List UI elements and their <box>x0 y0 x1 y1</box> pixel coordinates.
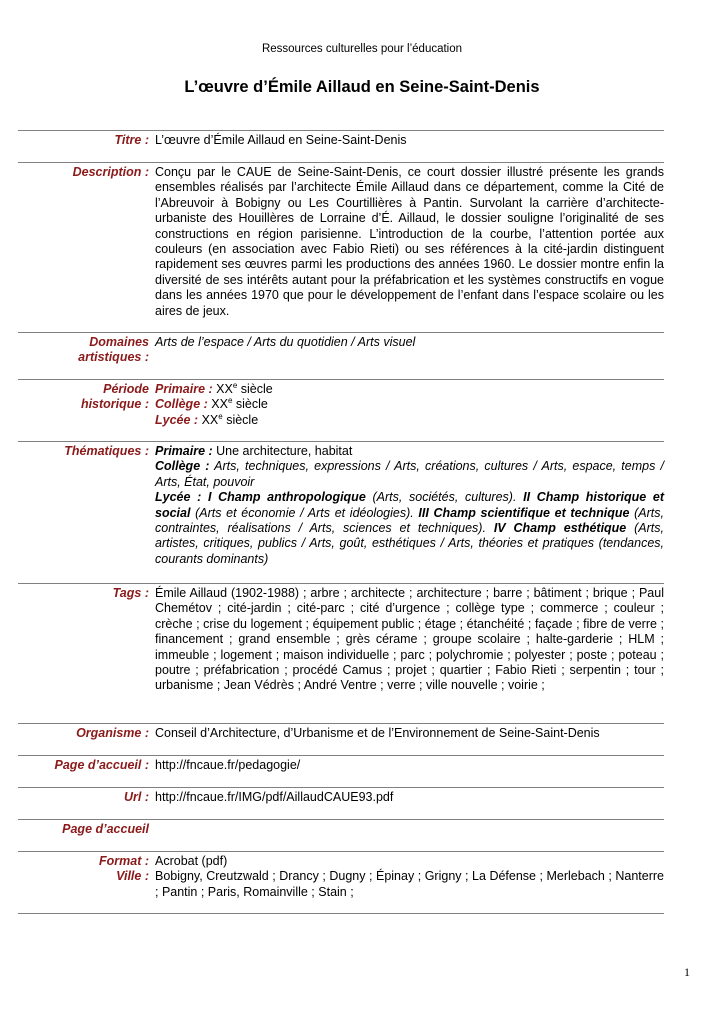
row-url <box>18 787 664 819</box>
periode-college-label: Collège : <box>155 397 208 412</box>
row-page-accueil <box>18 755 664 787</box>
periode-college-value: XX <box>211 397 228 412</box>
row-thematiques <box>18 441 664 583</box>
periode-label-line1: Période <box>103 382 149 396</box>
description-label: Description : <box>72 165 149 179</box>
thematiques-lycee <box>155 490 664 567</box>
row-format-ville <box>18 851 664 914</box>
tags-value: Émile Aillaud (1902-1988) ; arbre ; architecte ; architecture ; barre ; bâtiment ; brique ; Paul Chemétov ; cité-jardin ; cité-parc ; cité d’urgence ; collège type ; commerce ; couleur ; crèche ; crise du logement ; équipement public ; étage ; étanchéité ; façade ; fibre de verre ; financement ; grand ensemble ; grès cérame ; groupe scolaire ; halte-garderie ; HLM ; immeuble ; logement ; maison individuelle ; parc ; polychromie ; polyester ; poste ; poteau ; poutre ; préfabrication ; procédé Camus ; projet ; quartier ; Fabio Rieti ; serpentin ; tour ; urbanisme ; Jean Védrès ; André Ventre ; verre ; ville nouvelle ; voirie ; <box>155 586 664 693</box>
url-label: Url : <box>124 790 149 804</box>
page-accueil-2-label: Page d’accueil <box>62 822 149 836</box>
thematiques-lycee-3: (Arts, contraintes, réalisations / Arts, sciences et techniques). <box>155 505 664 536</box>
row-description <box>18 162 664 332</box>
page-header: Ressources culturelles pour l’éducation <box>261 43 463 55</box>
periode-label <box>18 382 155 441</box>
organisme-label: Organisme : <box>76 726 149 740</box>
thematiques-lycee-2-label: II Champ historique et social <box>155 490 665 520</box>
row-periode <box>18 379 664 441</box>
ville-value: Bobigny, Creutzwald ; Drancy ; Dugny ; Épinay ; Grigny ; La Défense ; Merlebach ; Nanterre ; Pantin ; Paris, Romainville ; Stain ; <box>155 869 664 899</box>
periode-college-rest: siècle <box>232 397 268 412</box>
periode-college <box>155 397 664 412</box>
thematiques-college-label: Collège : <box>155 459 210 474</box>
row-page-accueil-2 <box>18 819 664 851</box>
thematiques-lycee-4-label: IV Champ esthétique <box>493 521 627 536</box>
periode-primaire-label: Primaire : <box>155 382 213 396</box>
row-domaines <box>18 332 664 379</box>
page-accueil-value: http://fncaue.fr/pedagogie/ <box>155 758 301 772</box>
domaines-label-line1: Domaines <box>89 335 149 349</box>
thematiques-primaire <box>155 444 664 459</box>
thematiques-lycee-label: Lycée : I Champ anthropologique <box>155 490 366 505</box>
periode-lycee-label: Lycée : <box>155 412 199 427</box>
domaines-value: Arts de l’espace / Arts du quotidien / Arts visuel <box>155 335 416 349</box>
thematiques-college <box>155 459 664 490</box>
tags-label: Tags : <box>112 586 149 600</box>
periode-lycee-value: XX <box>201 412 219 427</box>
ville-line <box>18 869 664 900</box>
titre-value: L’œuvre d’Émile Aillaud en Seine-Saint-Denis <box>155 133 407 147</box>
thematiques-value <box>155 444 664 583</box>
thematiques-lycee-1: (Arts, sociétés, cultures). <box>365 490 524 505</box>
page-accueil-label: Page d’accueil : <box>54 758 149 772</box>
page-accueil-2-value <box>155 822 664 851</box>
thematiques-college-value: Arts, techniques, expressions / Arts, créations, cultures / Arts, espace, temps / Arts, État, pouvoir <box>155 459 664 489</box>
url-value: http://fncaue.fr/IMG/pdf/AillaudCAUE93.pdf <box>155 790 394 804</box>
metadata-table <box>18 130 664 914</box>
format-line <box>18 854 664 869</box>
row-tags <box>18 583 664 723</box>
organisme-value: Conseil d’Architecture, d’Urbanisme et de l’Environnement de Seine-Saint-Denis <box>155 726 600 740</box>
periode-primaire-value: XX <box>216 382 233 396</box>
periode-value <box>155 382 664 441</box>
periode-lycee-rest: siècle <box>222 412 259 427</box>
periode-primaire <box>155 382 664 397</box>
periode-primaire-sup: e <box>232 380 238 390</box>
thematiques-lycee-4: (Arts, artistes, critiques, publics / Arts, goût, esthétiques / Arts, théories et pratiques (tendances, courants dominants) <box>155 521 664 566</box>
domaines-label <box>18 335 155 379</box>
page-number: 1 <box>684 965 690 979</box>
periode-primaire-rest: siècle <box>237 382 273 396</box>
periode-label-line2: historique : <box>80 397 149 412</box>
domaines-label-line2: artistiques : <box>78 350 149 365</box>
description-value: Conçu par le CAUE de Seine-Saint-Denis, ce court dossier illustré présente les grands ensembles réalisés par l’architecte Émile Aillaud dans ce département, comme la Cité de l’Abreuvoir à Bobigny ou Les Courtillières à Pantin. Survolant la carrière d’architecte-urbaniste des Houillères de Lorraine d’É. Aillaud, le dossier souligne l’originalité de ses constructions en région parisienne. L’introduction de la courbe, l’attention portée aux couleurs (en association avec Fabio Rieti) ou ses références à la cité-jardin distinguent rapidement ses œuvres parmi les productions des années 1960. Le dossier montre enfin la diversité de ses intérêts autant pour la préfabrication et les systèmes constructifs en vogue dans les années 1970 que pour le développement de l’enfant dans l’espace scolaire ou les aires de jeux. <box>155 165 664 318</box>
thematiques-primaire-value: Une architecture, habitat <box>212 444 353 458</box>
row-organisme <box>18 723 664 755</box>
thematiques-lycee-3-label: III Champ scientifique et technique <box>418 505 630 520</box>
thematiques-primaire-label: Primaire : <box>155 444 213 458</box>
periode-college-sup: e <box>227 396 233 406</box>
thematiques-lycee-2: (Arts et économie / Arts et idéologies). <box>190 505 419 520</box>
format-value: Acrobat (pdf) <box>155 854 228 868</box>
periode-lycee-sup: e <box>218 411 223 421</box>
format-label: Format : <box>99 854 149 868</box>
thematiques-label: Thématiques : <box>64 444 149 458</box>
row-titre <box>18 130 664 162</box>
ville-label: Ville : <box>116 869 149 884</box>
periode-lycee <box>155 413 664 428</box>
titre-label: Titre : <box>114 133 149 147</box>
page-title: L’œuvre d’Émile Aillaud en Seine-Saint-Denis <box>184 78 540 96</box>
